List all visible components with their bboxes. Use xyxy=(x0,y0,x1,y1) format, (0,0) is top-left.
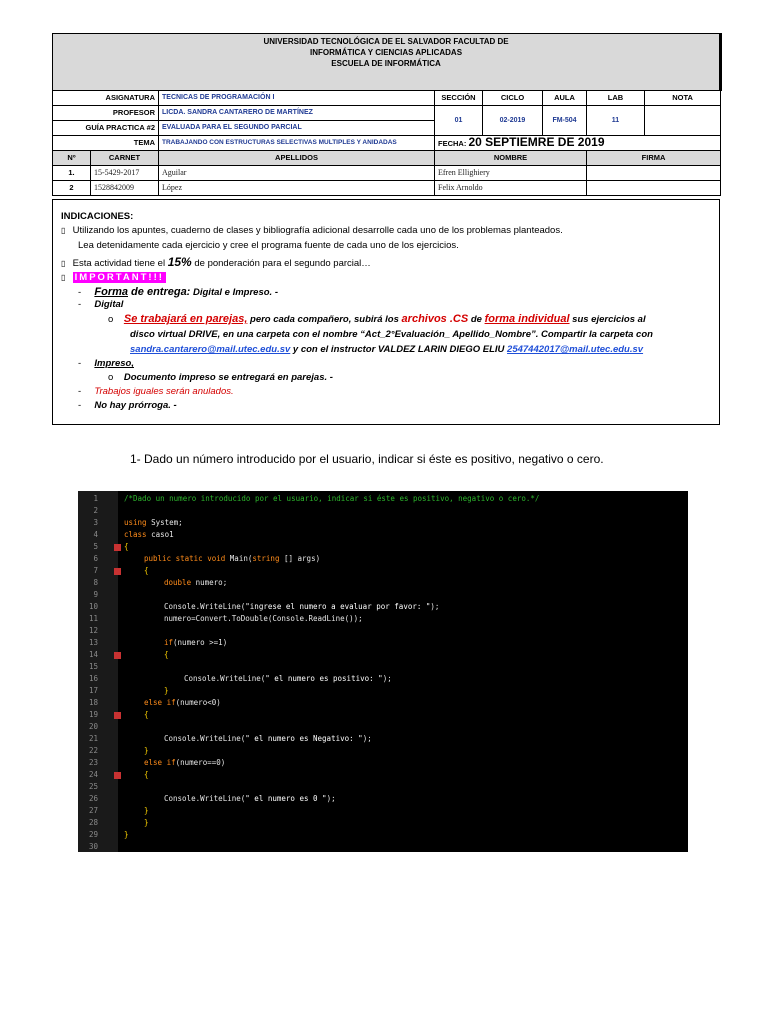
tema-label: TEMA xyxy=(53,136,159,151)
code-line: { xyxy=(144,566,149,575)
bullet-icon: ▯ xyxy=(61,273,66,282)
seccion-value: 01 xyxy=(435,106,483,136)
col-apellidos: APELLIDOS xyxy=(159,151,435,166)
fecha-label: FECHA: xyxy=(438,139,467,149)
fold-marker-icon[interactable] xyxy=(114,544,121,551)
important-badge: IMPORTANT!!! xyxy=(74,272,164,283)
parejas-line: o Se trabajará en parejas, pero cada compañero, subirá los archivos .CS de forma individual sus ejercicios al xyxy=(108,313,646,325)
code-line: class caso1 xyxy=(124,530,174,539)
email-link-profesor[interactable]: sandra.cantarero@mail.utec.edu.sv xyxy=(130,344,291,355)
student-nombre: Felix Arnoldo xyxy=(435,181,587,196)
indicaciones-title: INDICACIONES: xyxy=(61,211,134,222)
code-line: { xyxy=(164,650,169,659)
student-firma xyxy=(587,166,721,181)
indicaciones-box xyxy=(52,199,720,425)
code-line: Console.WriteLine(" el numero es positivo: "); xyxy=(184,674,392,683)
code-line: else if(numero==0) xyxy=(144,758,226,767)
asignatura-value: TECNICAS DE PROGRAMACIÓN I xyxy=(159,91,435,106)
fold-marker-icon[interactable] xyxy=(114,652,121,659)
prorroga-line: - No hay prórroga. - xyxy=(78,400,177,411)
col-no: Nº xyxy=(53,151,91,166)
code-line: } xyxy=(164,686,169,695)
code-line: if(numero >=1) xyxy=(164,638,228,647)
nota-label: NOTA xyxy=(645,91,721,106)
code-line: Console.WriteLine(" el numero es 0 "); xyxy=(164,794,336,803)
code-line: Console.WriteLine("ingrese el numero a evaluar por favor: "); xyxy=(164,602,440,611)
code-line: else if(numero<0) xyxy=(144,698,221,707)
fold-marker-icon[interactable] xyxy=(114,772,121,779)
student-no: 1. xyxy=(53,166,91,181)
lab-value: 11 xyxy=(587,106,645,136)
code-line: Console.WriteLine(" el numero es Negativo: "); xyxy=(164,734,372,743)
code-line: } xyxy=(144,746,149,755)
fold-marker-icon[interactable] xyxy=(114,568,121,575)
code-line: using System; xyxy=(124,518,183,527)
code-line: { xyxy=(124,542,129,551)
tema-value: TRABAJANDO CON ESTRUCTURAS SELECTIVAS MULTIPLES Y ANIDADAS xyxy=(159,136,435,151)
code-line: { xyxy=(144,770,149,779)
student-carnet: 1528842009 xyxy=(91,181,159,196)
table-row xyxy=(53,166,721,181)
col-carnet: CARNET xyxy=(91,151,159,166)
col-firma: FIRMA xyxy=(587,151,721,166)
code-line: { xyxy=(144,710,149,719)
student-carnet: 15-5429-2017 xyxy=(91,166,159,181)
bullet-icon: ▯ xyxy=(61,259,66,268)
line-gutter: 1 2 3 4 5 6 7 8 9 10 11 12 13 14 15 16 17 18 19 20 21 22 23 24 25 26 27 28 29 30 xyxy=(78,491,118,852)
code-line: } xyxy=(124,830,129,839)
documento-line: o Documento impreso se entregará en parejas. - xyxy=(108,372,333,383)
code-editor[interactable] xyxy=(78,491,688,852)
indicacion-3: ▯ Esta actividad tiene el 15% de ponderación para el segundo parcial… xyxy=(61,255,371,269)
student-firma xyxy=(587,181,721,196)
table-row xyxy=(53,181,721,196)
student-nombre: Efren Ellighiery xyxy=(435,166,587,181)
seccion-label: SECCIÓN xyxy=(435,91,483,106)
mail-line: sandra.cantarero@mail.utec.edu.sv y con el instructor VALDEZ LARIN DIEGO ELIU 2547442017@mail.utec.edu.sv xyxy=(130,344,644,355)
lab-label: LAB xyxy=(587,91,645,106)
fecha-value: 20 SEPTIEMRE DE 2019 xyxy=(468,135,605,150)
student-apellidos: López xyxy=(159,181,435,196)
col-nombre: NOMBRE xyxy=(435,151,587,166)
email-link-instructor[interactable]: 2547442017@mail.utec.edu.sv xyxy=(507,344,644,355)
indicacion-2: Lea detenidamente cada ejercicio y cree el programa fuente de cada uno de los ejercicios. xyxy=(78,240,459,251)
aula-value: FM-504 xyxy=(543,106,587,136)
guia-value: EVALUADA PARA EL SEGUNDO PARCIAL xyxy=(159,121,435,136)
code-line: double numero; xyxy=(164,578,228,587)
indicacion-1: ▯ Utilizando los apuntes, cuaderno de clases y bibliografía adicional desarrolle cada uno de los problemas planteados. xyxy=(61,225,563,236)
profesor-label: PROFESOR xyxy=(53,106,159,121)
university-title: UNIVERSIDAD TECNOLÓGICA DE EL SALVADOR FACULTAD DE INFORMÁTICA Y CIENCIAS APLICADAS ESCUELA DE INFORMÁTICA xyxy=(53,34,721,91)
profesor-value: LICDA. SANDRA CANTARERO DE MARTÍNEZ xyxy=(159,106,435,121)
header-table xyxy=(52,33,722,196)
student-no: 2 xyxy=(53,181,91,196)
impreso-line: - Impreso, xyxy=(78,358,134,369)
ciclo-value: 02-2019 xyxy=(483,106,543,136)
student-apellidos: Aguilar xyxy=(159,166,435,181)
ciclo-label: CICLO xyxy=(483,91,543,106)
question-1: 1- Dado un número introducido por el usuario, indicar si éste es positivo, negativo o cero. xyxy=(130,452,604,466)
fold-marker-icon[interactable] xyxy=(114,712,121,719)
code-line: } xyxy=(144,818,149,827)
fecha-cell xyxy=(435,136,721,151)
nota-value xyxy=(645,106,721,136)
drive-line: disco virtual DRIVE, en una carpeta con el nombre “Act_2°Evaluación_ Apellido_Nombre”. Compartir la carpeta con xyxy=(130,329,653,340)
aula-label: AULA xyxy=(543,91,587,106)
iguales-line: - Trabajos iguales serán anulados. xyxy=(78,386,234,397)
code-line: /*Dado un numero introducido por el usuario, indicar si éste es positivo, negativo o cero.*/ xyxy=(124,494,540,503)
code-line: public static void Main(string [] args) xyxy=(144,554,321,563)
important-line xyxy=(61,272,166,283)
code-line: } xyxy=(144,806,149,815)
code-line: numero=Convert.ToDouble(Console.ReadLine()); xyxy=(164,614,363,623)
forma-entrega: - Forma de entrega: Digital e Impreso. - xyxy=(78,286,278,298)
asignatura-label: ASIGNATURA xyxy=(53,91,159,106)
guia-label: GUÍA PRACTICA #2 xyxy=(53,121,159,136)
bullet-icon: ▯ xyxy=(61,226,66,235)
digital-line: - Digital xyxy=(78,299,124,310)
